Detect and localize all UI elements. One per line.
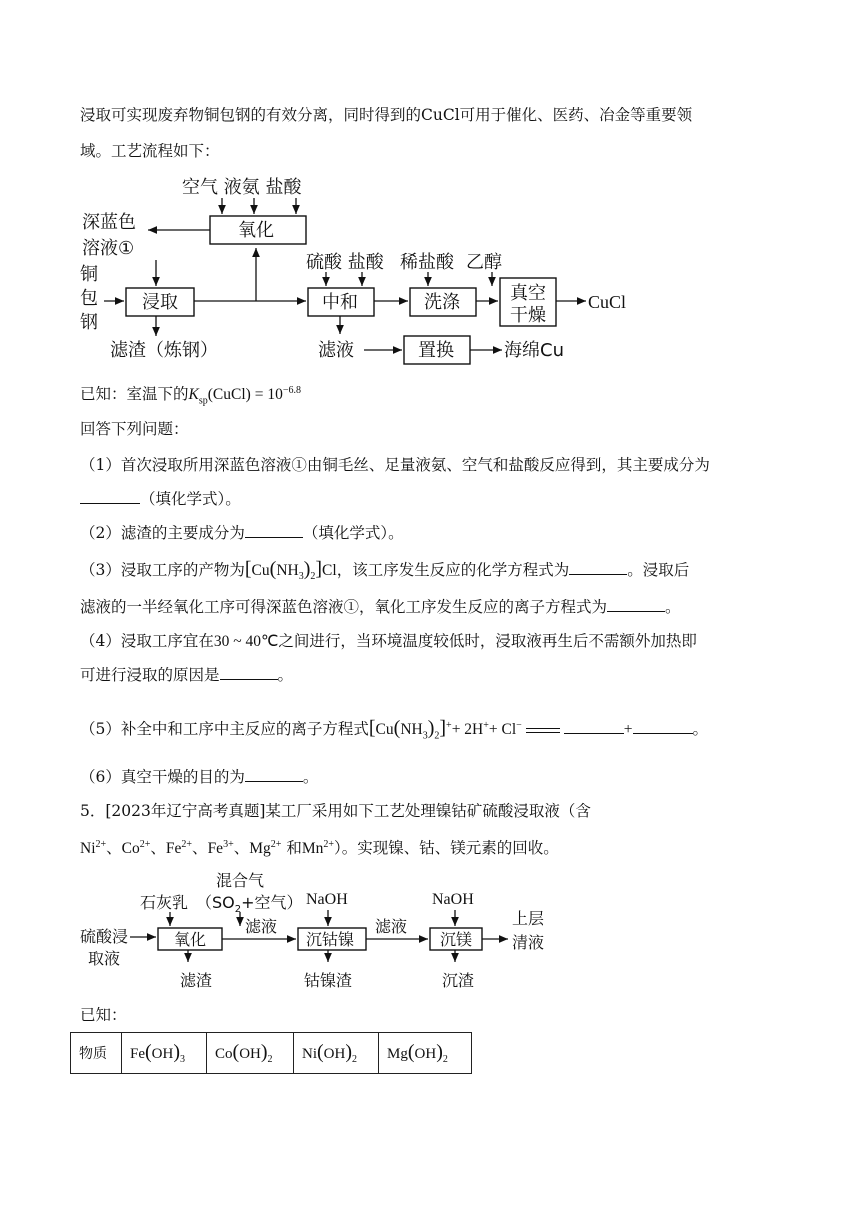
q2-line: （2）滤渣的主要成分为 （填化学式）。 [80,524,404,542]
q4-line-2: 可进行浸取的原因是 。 [80,666,294,684]
residue-steelmaking: 滤渣（炼钢） [110,340,218,361]
ethanol-label: 乙醇 [466,252,502,273]
deep-blue-solution-line2: 溶液① [82,238,135,259]
vacuum-label-line2: 干燥 [510,305,546,326]
mg-residue-label: 沉渣 [442,971,475,990]
oxidation-label-2: 氧化 [174,930,207,949]
feed-char-3: 钢 [80,312,98,333]
q4-line-1: （4）浸取工序宜在30 ~ 40℃之间进行，当环境温度较低时，浸取液再生后不需额外加热即 [80,632,697,650]
q6-line: （6）真空干燥的目的为 。 [80,768,319,786]
known-ksp-line: 已知：室温下的$K_{sp}(CuCl) = 10^{-6.8}$ [80,385,301,407]
mixgas-line1: 混合气 [216,871,265,890]
process-flow-diagram-1 [70,168,650,373]
deep-blue-solution-line1: 深蓝色 [82,212,136,233]
sponge-cu-label: 海绵Cu [504,340,564,361]
precip-coni-label: 沉钴镍 [306,930,355,949]
feed-char-1: 铜 [80,264,98,285]
leach-label: 浸取 [142,292,178,313]
q5-product-blank-2[interactable] [633,719,693,734]
q3-ionic-blank[interactable] [607,597,665,612]
q1-line-1: （1）首次浸取所用深蓝色溶液①由铜毛丝、足量液氨、空气和盐酸反应得到，其主要成分为 [80,456,710,474]
feed-char-2: 包 [80,288,98,309]
q1-line-2: （填化学式）。 [80,488,241,510]
problem5-line-2: $Ni^{2+}$、$Co^{2+}$、$Fe^{2+}$、$Fe^{3+}$、$Mg^{2+}$ 和$Mn^{2+}$）。实现镍、钴、镁元素的回收。 [80,839,559,858]
inputs-air-ammonia-hcl: 空气 液氨 盐酸 [182,177,302,198]
replace-label: 置换 [418,340,454,361]
q5-product-blank-1[interactable] [564,719,624,734]
coni-residue-label: 钴镍渣 [304,971,353,990]
residue-label-2: 滤渣 [180,971,213,990]
upper-clear-line1: 上层 [512,909,545,928]
problem5-line-1: 5．[2023年辽宁高考真题]某工厂采用如下工艺处理镍钴矿硫酸浸取液（含 [80,802,591,820]
filtrate-label-2a: 滤液 [245,917,278,936]
answer-prompt: 回答下列问题： [80,420,189,438]
table-row [71,1033,472,1074]
upper-clear-line2: 清液 [512,933,545,952]
intro-line-2: 域。工艺流程如下： [80,142,220,160]
q4-answer-blank[interactable] [220,665,278,680]
table-cell-mg: $Mg(OH)_2$ [379,1033,472,1074]
mixgas-line2: （$SO_2+$空气） [196,893,303,915]
q3-line-2: 滤液的一半经氧化工序可得深蓝色溶液①，氧化工序发生反应的离子方程式为 。 [80,598,681,616]
lime-label: 石灰乳 [140,893,189,912]
filtrate-label: 滤液 [318,340,354,361]
feed-line2: 取液 [88,949,121,968]
q3-line-1: （3）浸取工序的产物为$[Cu(NH_3)_2]Cl$，该工序发生反应的化学方程式为 。浸取后 [80,558,690,583]
q5-line: （5）补全中和工序中主反应的离子方程式$[Cu(NH_3)_2]^++ 2H^++ Cl^-$ + 。 [80,717,709,742]
oxidation-label: 氧化 [238,220,274,241]
table-cell-co: $Co(OH)_2$ [207,1033,294,1074]
known-2-label: 已知： [80,1006,127,1024]
table-cell-ni: $Ni(OH)_2$ [294,1033,379,1074]
neutralize-label: 中和 [322,292,358,313]
wash-label: 洗涤 [424,292,460,313]
naoh-label-1: NaOH [306,891,348,908]
vacuum-label-line1: 真空 [510,283,546,304]
process-flow-diagram-2 [70,862,570,1002]
dilute-hcl-label: 稀盐酸 [400,252,454,273]
feed-line1: 硫酸浸 [80,927,129,946]
table-cell-fe: $Fe(OH)_3$ [122,1033,207,1074]
hydroxide-table [70,1032,472,1074]
q6-answer-blank[interactable] [245,767,303,782]
filtrate-label-2b: 滤液 [375,917,408,936]
cucl-product: CuCl [588,292,627,312]
inputs-sulfuric-hcl: 硫酸 盐酸 [306,252,384,273]
precip-mg-label: 沉镁 [440,930,473,949]
table-header-cell: 物质 [71,1033,122,1074]
q3-equation-blank[interactable] [569,560,627,575]
intro-line-1: 浸取可实现废弃物铜包钢的有效分离，同时得到的CuCl可用于催化、医药、冶金等重要领 [80,106,693,124]
naoh-label-2: NaOH [432,891,474,908]
q1-answer-blank[interactable] [80,489,140,504]
q2-answer-blank[interactable] [245,523,303,538]
